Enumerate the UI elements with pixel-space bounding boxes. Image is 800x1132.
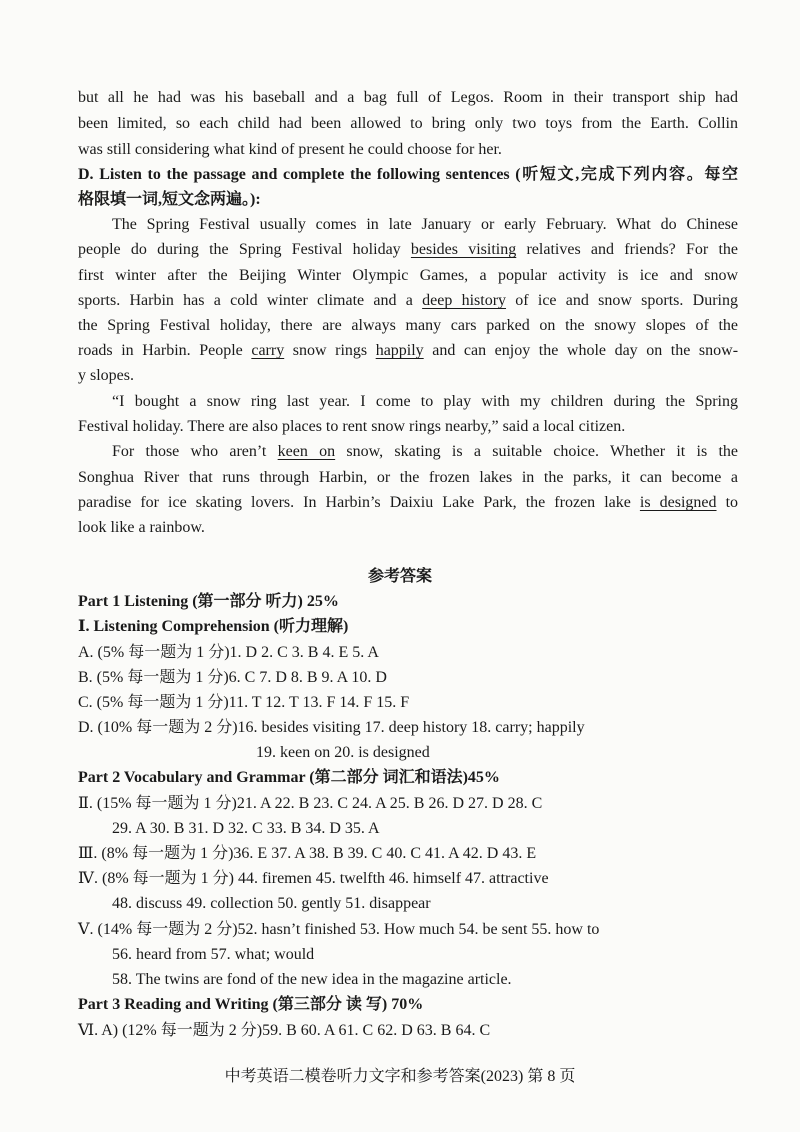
passage-d-quote: Festival holiday. There are also places to rent snow rings nearby,” said a local citizen. [78, 418, 626, 435]
section-d-heading: D. Listen to the passage and complete the following sentences (听短文,完成下列内容。每空 [78, 166, 738, 183]
passage-d-line: y slopes. [78, 367, 134, 384]
answer-row: Ⅴ. (14% 每一题为 2 分)52. hasn’t finished 53. How much 54. be sent 55. how to [78, 921, 600, 938]
passage-d-line: Songhua River that runs through Harbin, or the frozen lakes in the parks, it can become a [78, 469, 738, 486]
passage-d-line: people do during the Spring Festival holiday besides visiting relatives and friends? For the [78, 241, 738, 258]
passage-c-line: was still considering what kind of present he could choose for her. [78, 141, 502, 158]
passage-d-line: first winter after the Beijing Winter Olympic Games, a popular activity is ice and snow [78, 267, 738, 284]
passage-d-line: look like a rainbow. [78, 519, 205, 536]
answer-row: Ⅳ. (8% 每一题为 1 分) 44. firemen 45. twelfth 46. himself 47. attractive [78, 870, 549, 887]
passage-d-line: For those who aren’t keen on snow, skating is a suitable choice. Whether it is the [112, 443, 738, 460]
underlined-answer: is designed [639, 494, 717, 511]
answer-row: D. (10% 每一题为 2 分)16. besides visiting 17. deep history 18. carry; happily [78, 719, 585, 736]
answer-row: C. (5% 每一题为 1 分)11. T 12. T 13. F 14. F 15. F [78, 694, 410, 711]
answer-row-cont: 56. heard from 57. what; would [112, 946, 315, 963]
underlined-answer: carry [251, 342, 285, 359]
part3-heading: Part 3 Reading and Writing (第三部分 读 写) 70% [78, 996, 424, 1013]
answer-row: Ⅱ. (15% 每一题为 1 分)21. A 22. B 23. C 24. A 25. B 26. D 27. D 28. C [78, 795, 543, 812]
answer-row-cont: 29. A 30. B 31. D 32. C 33. B 34. D 35. A [112, 820, 380, 837]
answer-row-cont: 19. keen on 20. is designed [256, 744, 430, 761]
passage-d-line: roads in Harbin. People carry snow rings happily and can enjoy the whole day on the snow- [78, 342, 739, 359]
answer-row-cont: 58. The twins are fond of the new idea in the magazine article. [112, 971, 512, 988]
section-d-heading-cont: 格限填一词,短文念两遍。): [78, 191, 261, 208]
answers-title: 参考答案 [367, 568, 432, 585]
passage-d-line: the Spring Festival holiday, there are always many cars parked on the snowy slopes of the [78, 317, 738, 334]
part1-heading: Part 1 Listening (第一部分 听力) 25% [78, 593, 339, 610]
answer-row: A. (5% 每一题为 1 分)1. D 2. C 3. B 4. E 5. A [78, 644, 379, 661]
passage-c-line: been limited, so each child had been allowed to bring only two toys from the Earth. Collin [78, 115, 738, 132]
underlined-answer: deep history [422, 292, 507, 309]
answer-row-cont: 48. discuss 49. collection 50. gently 51. disappear [112, 895, 431, 912]
underlined-answer: happily [375, 342, 424, 359]
answer-row: B. (5% 每一题为 1 分)6. C 7. D 8. B 9. A 10. D [78, 669, 387, 686]
passage-d-quote: “I bought a snow ring last year. I come to play with my children during the Spring [112, 393, 738, 410]
answer-row: Ⅲ. (8% 每一题为 1 分)36. E 37. A 38. B 39. C 40. C 41. A 42. D 43. E [78, 845, 537, 862]
passage-d-line: paradise for ice skating lovers. In Harbin’s Daixiu Lake Park, the frozen lake is designed to [78, 494, 739, 511]
passage-c-line: but all he had was his baseball and a bag full of Legos. Room in their transport ship had [78, 89, 738, 106]
answer-row: Ⅵ. A) (12% 每一题为 2 分)59. B 60. A 61. C 62. D 63. B 64. C [78, 1022, 491, 1039]
passage-d-line: sports. Harbin has a cold winter climate and a deep history of ice and snow sports. During [78, 292, 738, 309]
page-footer: 中考英语二模卷听力文字和参考答案(2023) 第 8 页 [224, 1068, 576, 1085]
underlined-answer: keen on [277, 443, 336, 460]
listening-comprehension-heading: Ⅰ. Listening Comprehension (听力理解) [78, 618, 349, 635]
underlined-answer: besides visiting [410, 241, 517, 258]
part2-heading: Part 2 Vocabulary and Grammar (第二部分 词汇和语法)45% [78, 769, 500, 786]
passage-d-line: The Spring Festival usually comes in late January or early February. What do Chinese [112, 216, 738, 233]
